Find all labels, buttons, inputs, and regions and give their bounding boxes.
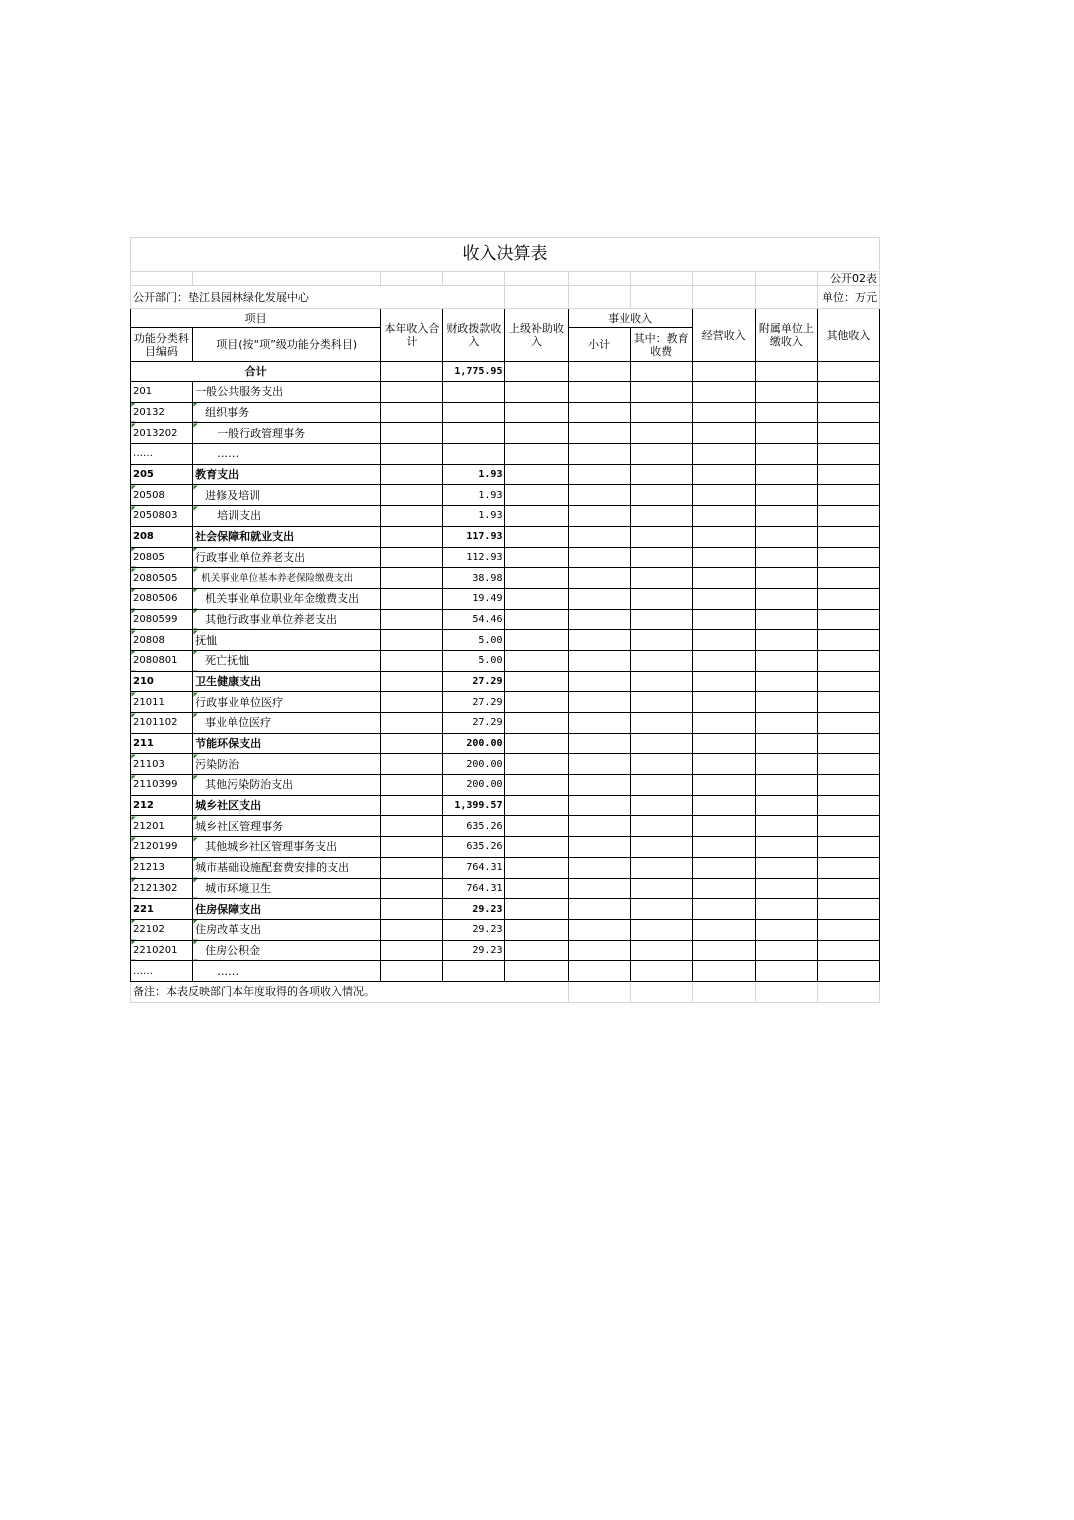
row-fiscal: 29.23 <box>443 919 505 940</box>
row-code: 20508 <box>131 485 193 506</box>
table-row <box>131 382 880 403</box>
row-fiscal <box>443 423 505 444</box>
row-fiscal: 112.93 <box>443 547 505 568</box>
total-row <box>131 362 880 382</box>
row-name: 社会保障和就业支出 <box>193 526 381 547</box>
table-note: 备注：本表反映部门本年度取得的各项收入情况。 <box>131 981 569 1002</box>
total-label: 合计 <box>131 362 381 382</box>
header-business: 事业收入 <box>568 309 692 328</box>
table-row <box>131 754 880 775</box>
row-name: 行政事业单位医疗 <box>193 692 381 713</box>
row-fiscal: 27.29 <box>443 713 505 734</box>
row-code: 208 <box>131 526 193 547</box>
row-code: 2120199 <box>131 837 193 858</box>
row-fiscal: 54.46 <box>443 609 505 630</box>
table-title: 收入决算表 <box>131 238 880 272</box>
header-subtotal: 小计 <box>568 328 630 362</box>
header-superior: 上级补助收入 <box>505 309 568 362</box>
row-fiscal: 117.93 <box>443 526 505 547</box>
row-name: 机关事业单位职业年金缴费支出 <box>193 588 381 609</box>
row-fiscal: 764.31 <box>443 878 505 899</box>
table-row <box>131 464 880 485</box>
unit-label: 单位：万元 <box>817 286 879 309</box>
row-code: 21201 <box>131 816 193 837</box>
table-row <box>131 650 880 671</box>
header-total-income: 本年收入合计 <box>381 309 443 362</box>
row-code: 22102 <box>131 919 193 940</box>
department-label: 公开部门：垫江县园林绿化发展中心 <box>131 286 505 309</box>
row-name: 住房保障支出 <box>193 899 381 920</box>
row-code: 221 <box>131 899 193 920</box>
row-name: 抚恤 <box>193 630 381 651</box>
row-code: 2080599 <box>131 609 193 630</box>
table-row <box>131 423 880 444</box>
row-name: 机关事业单位基本养老保险缴费支出 <box>193 568 381 589</box>
row-fiscal: 29.23 <box>443 899 505 920</box>
header-item: 项目 <box>131 309 381 328</box>
header-operating: 经营收入 <box>692 309 755 362</box>
header-affiliated: 附属单位上缴收入 <box>755 309 817 362</box>
table-row <box>131 568 880 589</box>
table-row <box>131 961 880 982</box>
row-code: 2080506 <box>131 588 193 609</box>
row-code: 205 <box>131 464 193 485</box>
row-code: 21213 <box>131 857 193 878</box>
table-number: 公开02表 <box>817 272 879 286</box>
row-fiscal: 29.23 <box>443 940 505 961</box>
row-fiscal: 200.00 <box>443 775 505 796</box>
header-code: 功能分类科目编码 <box>131 328 193 362</box>
row-code: 20805 <box>131 547 193 568</box>
table-row <box>131 692 880 713</box>
table-row <box>131 816 880 837</box>
row-name: 城市基础设施配套费安排的支出 <box>193 857 381 878</box>
table-row <box>131 857 880 878</box>
table-row <box>131 609 880 630</box>
total-fiscal: 1,775.95 <box>443 362 505 382</box>
table-row <box>131 506 880 527</box>
row-fiscal: 200.00 <box>443 733 505 754</box>
row-name: …… <box>193 444 381 465</box>
row-name: 污染防治 <box>193 754 381 775</box>
row-code: 21011 <box>131 692 193 713</box>
row-code: 2101102 <box>131 713 193 734</box>
row-fiscal <box>443 961 505 982</box>
row-fiscal: 38.98 <box>443 568 505 589</box>
row-fiscal: 5.00 <box>443 650 505 671</box>
row-fiscal: 635.26 <box>443 816 505 837</box>
row-code: 2080505 <box>131 568 193 589</box>
row-name: 卫生健康支出 <box>193 671 381 692</box>
row-code: 2110399 <box>131 775 193 796</box>
row-fiscal: 1,399.57 <box>443 795 505 816</box>
row-name: 进修及培训 <box>193 485 381 506</box>
row-fiscal: 1.93 <box>443 464 505 485</box>
table-row <box>131 588 880 609</box>
row-fiscal: 27.29 <box>443 692 505 713</box>
row-name: 一般公共服务支出 <box>193 382 381 403</box>
row-fiscal: 635.26 <box>443 837 505 858</box>
table-row <box>131 775 880 796</box>
row-fiscal: 1.93 <box>443 485 505 506</box>
row-code: 2121302 <box>131 878 193 899</box>
table-row <box>131 671 880 692</box>
table-row <box>131 733 880 754</box>
row-name: 其他污染防治支出 <box>193 775 381 796</box>
row-name: 培训支出 <box>193 506 381 527</box>
row-code: 20132 <box>131 402 193 423</box>
row-name: 组织事务 <box>193 402 381 423</box>
row-name: 城乡社区支出 <box>193 795 381 816</box>
row-fiscal: 764.31 <box>443 857 505 878</box>
table-row <box>131 547 880 568</box>
row-code: 20808 <box>131 630 193 651</box>
header-fiscal: 财政拨款收入 <box>443 309 505 362</box>
row-fiscal <box>443 444 505 465</box>
row-code: 2080801 <box>131 650 193 671</box>
row-name: 住房改革支出 <box>193 919 381 940</box>
row-name: …… <box>193 961 381 982</box>
table-row <box>131 878 880 899</box>
income-final-account-table <box>130 237 880 1003</box>
row-name: 其他行政事业单位养老支出 <box>193 609 381 630</box>
table-row <box>131 837 880 858</box>
table-row <box>131 630 880 651</box>
row-code: 211 <box>131 733 193 754</box>
row-fiscal: 1.93 <box>443 506 505 527</box>
table-row <box>131 795 880 816</box>
table-row <box>131 485 880 506</box>
row-code: 212 <box>131 795 193 816</box>
row-name: 城乡社区管理事务 <box>193 816 381 837</box>
row-fiscal <box>443 402 505 423</box>
table-row <box>131 899 880 920</box>
row-code: 21103 <box>131 754 193 775</box>
row-name: 教育支出 <box>193 464 381 485</box>
row-name: 事业单位医疗 <box>193 713 381 734</box>
row-fiscal: 27.29 <box>443 671 505 692</box>
row-code: …… <box>131 444 193 465</box>
table-row <box>131 402 880 423</box>
row-name: 节能环保支出 <box>193 733 381 754</box>
table-row <box>131 919 880 940</box>
row-code: 2013202 <box>131 423 193 444</box>
row-name: 死亡抚恤 <box>193 650 381 671</box>
row-code: 210 <box>131 671 193 692</box>
row-name: 行政事业单位养老支出 <box>193 547 381 568</box>
table-row <box>131 713 880 734</box>
row-name: 住房公积金 <box>193 940 381 961</box>
row-code: 201 <box>131 382 193 403</box>
row-fiscal <box>443 382 505 403</box>
table-row <box>131 526 880 547</box>
row-name: 城市环境卫生 <box>193 878 381 899</box>
row-name: 一般行政管理事务 <box>193 423 381 444</box>
row-code: …… <box>131 961 193 982</box>
row-fiscal: 19.49 <box>443 588 505 609</box>
row-fiscal: 200.00 <box>443 754 505 775</box>
row-fiscal: 5.00 <box>443 630 505 651</box>
row-code: 2050803 <box>131 506 193 527</box>
header-name: 项目(按“项”级功能分类科目) <box>193 328 381 362</box>
table-row <box>131 444 880 465</box>
table-row <box>131 940 880 961</box>
row-code: 2210201 <box>131 940 193 961</box>
row-name: 其他城乡社区管理事务支出 <box>193 837 381 858</box>
header-other: 其他收入 <box>817 309 879 362</box>
header-edu-fee: 其中：教育收费 <box>630 328 692 362</box>
